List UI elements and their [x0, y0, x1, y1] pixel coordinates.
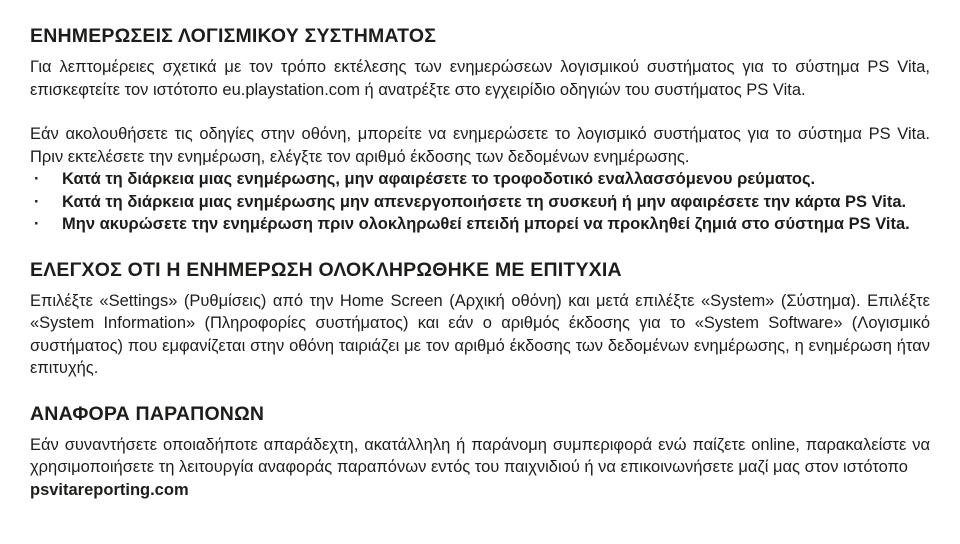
- para-complaint-reporting: Εάν συναντήσετε οποιαδήποτε απαράδεχτη, ακατάλληλη ή παράνομη συμπεριφορά ενώ παίζετε online, παρακαλείστε να χρησιμοποιήσετε τη λειτουργία αναφοράς παραπόνων εντός του παιχνιδιού ή να επικοινωνήσετε μαζί μας στον ιστότοπο: [30, 435, 930, 476]
- warning-text-power-off: Κατά τη διάρκεια μιας ενημέρωσης μην απενεργοποιήσετε τη συσκευή ή μην αφαιρέσετε την κάρτα PS Vita.: [62, 192, 907, 211]
- heading-system-software-updates: ΕΝΗΜΕΡΩΣΕΙΣ ΛΟΓΙΣΜΙΚΟΥ ΣΥΣΤΗΜΑΤΟΣ: [30, 25, 437, 47]
- para-update-instructions: Εάν ακολουθήσετε τις οδηγίες στην οθόνη, μπορείτε να ενημερώσετε το λογισμικό συστήματος για το σύστημα PS Vita. Πριν εκτελέσετε την ενημέρωση, ελέγξτε τον αριθμό έκδοσης των δεδομένων ενημέρωσης.: [30, 125, 930, 166]
- para-check-update-steps: Επιλέξτε «Settings» (Ρυθμίσεις) από την Home Screen (Αρχική οθόνη) και μετά επιλέξτε «System» (Σύστημα). Επιλέξτε «System Information» (Πληροφορίες συστήματος) και εάν ο αριθμός έκδοσης για το «System Software» (Λογισμικό συστήματος) που εμφανίζεται στην οθόνη ταιριάζει με τον αριθμό έκδοσης των δεδομένων ενημέρωσης, η ενημέρωση ήταν επιτυχής.: [30, 291, 930, 377]
- list-item: [30, 191, 930, 214]
- update-warning-list: [30, 168, 930, 236]
- warning-text-ac-adaptor: Κατά τη διάρκεια μιας ενημέρωσης, μην αφαιρέσετε το τροφοδοτικό εναλλασσόμενου ρεύματος.: [62, 170, 816, 188]
- para-update-details: Για λεπτομέρειες σχετικά με τον τρόπο εκτέλεσης των ενημερώσεων λογισμικού συστήματος για το σύστημα PS Vita, επισκεφτείτε τον ιστότοπο eu.playstation.com ή ανατρέξτε στο εγχειρίδιο οδηγιών του συστήματος PS Vita.: [30, 58, 930, 99]
- reporting-url-text: psvitareporting.com: [30, 480, 189, 499]
- bullet-icon: ·: [34, 170, 40, 188]
- warning-text-cancel-update: Μην ακυρώσετε την ενημέρωση πριν ολοκληρωθεί επειδή μπορεί να προκληθεί ζημιά στο σύστημα PS Vita.: [62, 215, 910, 233]
- heading-check-update-success: ΕΛΕΓΧΟΣ ΟΤΙ Η ΕΝΗΜΕΡΩΣΗ ΟΛΟΚΛΗΡΩΘΗΚΕ ΜΕ ΕΠΙΤΥΧΙΑ: [30, 258, 622, 281]
- bullet-icon: ·: [34, 192, 40, 211]
- list-item: [30, 213, 930, 236]
- list-item: [30, 168, 930, 191]
- heading-complaint-reporting: ΑΝΑΦΟΡΑ ΠΑΡΑΠΟΝΩΝ: [30, 402, 265, 425]
- bullet-icon: ·: [34, 215, 40, 233]
